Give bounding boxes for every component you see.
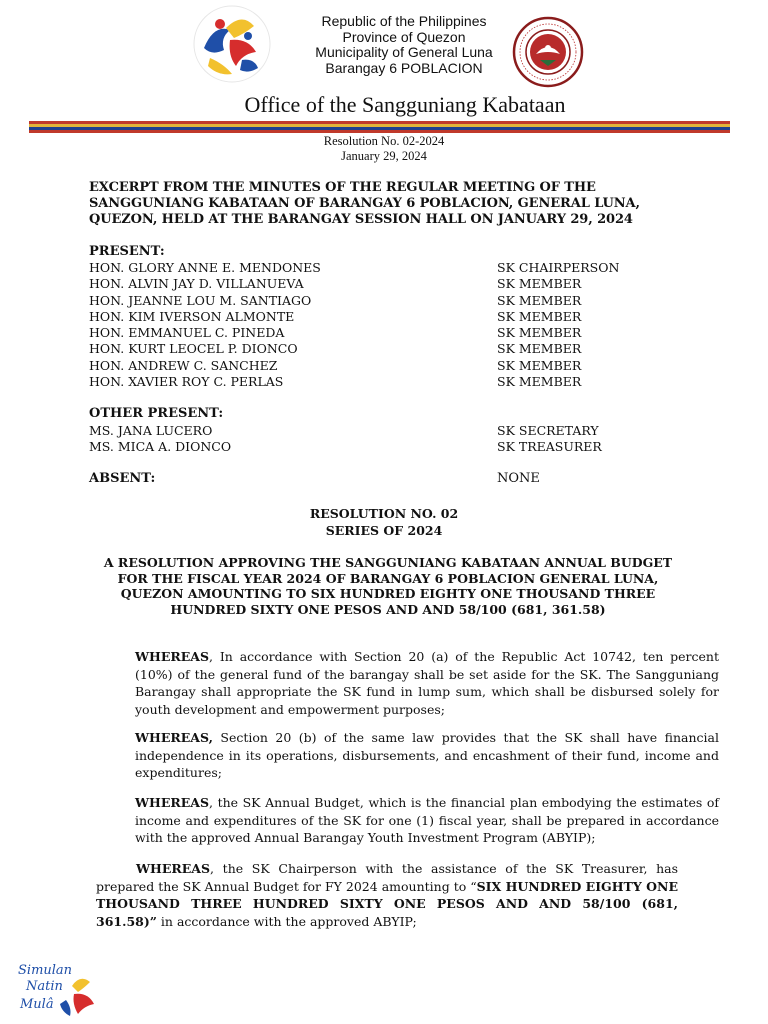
attendee-row (89, 276, 619, 292)
attendee-role: SK MEMBER (497, 374, 582, 390)
other-present-label: OTHER PRESENT: (89, 406, 224, 421)
attendee-row (89, 358, 619, 374)
resolution-title-series: SERIES OF 2024 (325, 523, 443, 538)
paragraph-text: , In accordance with Section 20 (a) of the Republic Act 10742, ten percent (10%) of the general fund of the barangay shall be set aside for the SK. The Sangguniang Barangay shall appropriate the SK fund in lump sum, which shall be disbursed solely for youth development and empowerment purposes; (135, 649, 719, 717)
attendee-name: HON. XAVIER ROY C. PERLAS (89, 374, 284, 390)
attendee-name: HON. KIM IVERSON ALMONTE (89, 308, 295, 324)
whereas-paragraph-1 (89, 648, 719, 718)
present-label: PRESENT: (89, 244, 165, 259)
paragraph-tail: in accordance with the approved ABYIP; (156, 913, 417, 929)
office-title: Office of the Sangguniang Kabataan (244, 92, 566, 117)
header-divider (29, 121, 730, 133)
attendee-row (89, 374, 619, 390)
absent-label: ABSENT: (89, 471, 156, 486)
resolution-number: Resolution No. 02-2024 (323, 134, 445, 148)
attendee-row (89, 341, 619, 357)
present-list (89, 260, 619, 390)
excerpt-heading: EXCERPT FROM THE MINUTES OF THE REGULAR MEETING OF THE SANGGUNIANG KABATAAN OF BARANGAY 6 POBLACION, GENERAL LUNA, QUEZON, HELD AT THE BARANGAY SESSION HALL ON JANUARY 29, 2024 (89, 180, 640, 227)
attendee-name: HON. GLORY ANNE E. MENDONES (89, 260, 321, 275)
attendee-row (89, 260, 619, 276)
other-present-list (89, 423, 602, 456)
header-line-province: Province of Quezon (342, 28, 466, 45)
svg-text:Mulâ: Mulâ (20, 997, 54, 1012)
attendee-row (89, 439, 602, 455)
whereas-paragraph-2 (89, 729, 719, 782)
attendee-role: SK TREASURER (497, 439, 602, 455)
resolution-heading: A RESOLUTION APPROVING THE SANGGUNIANG KABATAAN ANNUAL BUDGET FOR THE FISCAL YEAR 2024 OF BARANGAY 6 POBLACION GENERAL LUNA, QUEZON AMOUNTING TO SIX HUNDRED EIGHTY ONE THOUSAND THREE HUNDRED SIXTY ONE PESOS AND AND 58/100 (681, 361.58) (103, 555, 673, 617)
paragraph-text: , the SK Chairperson with the assistance of the SK Treasurer, has prepared the SK Annual Budget for FY 2024 amounting to “ (96, 861, 678, 894)
header-line-municipality: Municipality of General Luna (315, 44, 493, 60)
attendee-row (89, 293, 619, 309)
attendee-row (89, 309, 619, 325)
attendee-role: SK MEMBER (497, 292, 582, 308)
attendee-name: MS. JANA LUCERO (89, 423, 213, 438)
attendee-row (89, 423, 602, 439)
budget-amount: SIX HUNDRED EIGHTY ONE THOUSAND THREE HUNDRED SIXTY ONE PESOS AND AND 58/100 (681, 361.58)” (96, 878, 678, 929)
absent-value: NONE (497, 471, 540, 486)
header-line-barangay: Barangay 6 POBLACION (325, 59, 483, 76)
attendee-name: HON. ALVIN JAY D. VILLANUEVA (89, 276, 304, 292)
resolution-title-number: RESOLUTION NO. 02 (309, 506, 459, 521)
attendee-role: SK MEMBER (497, 276, 582, 292)
whereas-lead: WHEREAS (135, 649, 210, 664)
attendee-role: SK MEMBER (497, 341, 582, 357)
sk-logo (190, 4, 274, 84)
attendee-name: HON. JEANNE LOU M. SANTIAGO (89, 292, 312, 308)
attendee-role: SK CHAIRPERSON (497, 260, 620, 275)
resolution-date: January 29, 2024 (341, 149, 427, 163)
paragraph-text: Section 20 (b) of the same law provides that the SK shall have financial independence in its operations, disbursements, and encashment of their fund, income and expenditures; (135, 730, 719, 780)
simulan-natin-logo (14, 956, 102, 1020)
header-address (274, 14, 534, 76)
paragraph-text: , the SK Annual Budget, which is the financial plan embodying the estimates of income and expenditures of the SK for one (1) fiscal year, shall be prepared in accordance with the approved Annual Barangay Youth Investment Program (ABYIP); (135, 795, 719, 845)
header-line-country: Republic of the Philippines (321, 13, 487, 29)
attendee-name: HON. EMMANUEL C. PINEDA (89, 325, 285, 341)
whereas-paragraph-4 (96, 860, 678, 930)
divider-stripe-red-2 (29, 130, 730, 133)
attendee-name: MS. MICA A. DIONCO (89, 439, 232, 455)
municipal-seal (512, 16, 584, 88)
attendee-name: HON. ANDREW C. SANCHEZ (89, 357, 278, 373)
whereas-lead: WHEREAS (135, 795, 210, 810)
attendee-role: SK MEMBER (497, 308, 582, 324)
attendee-role: SK SECRETARY (497, 423, 599, 438)
svg-text:Natin: Natin (26, 979, 63, 994)
whereas-lead: WHEREAS (136, 861, 211, 876)
attendee-name: HON. KURT LEOCEL P. DIONCO (89, 341, 298, 357)
absent-row (89, 471, 689, 486)
whereas-paragraph-3 (89, 794, 719, 847)
resolution-title (0, 505, 768, 539)
attendee-row (89, 325, 619, 341)
whereas-lead: WHEREAS, (135, 730, 213, 745)
attendee-role: SK MEMBER (497, 357, 582, 373)
svg-text:Simulan: Simulan (18, 963, 73, 978)
attendee-role: SK MEMBER (497, 325, 582, 341)
